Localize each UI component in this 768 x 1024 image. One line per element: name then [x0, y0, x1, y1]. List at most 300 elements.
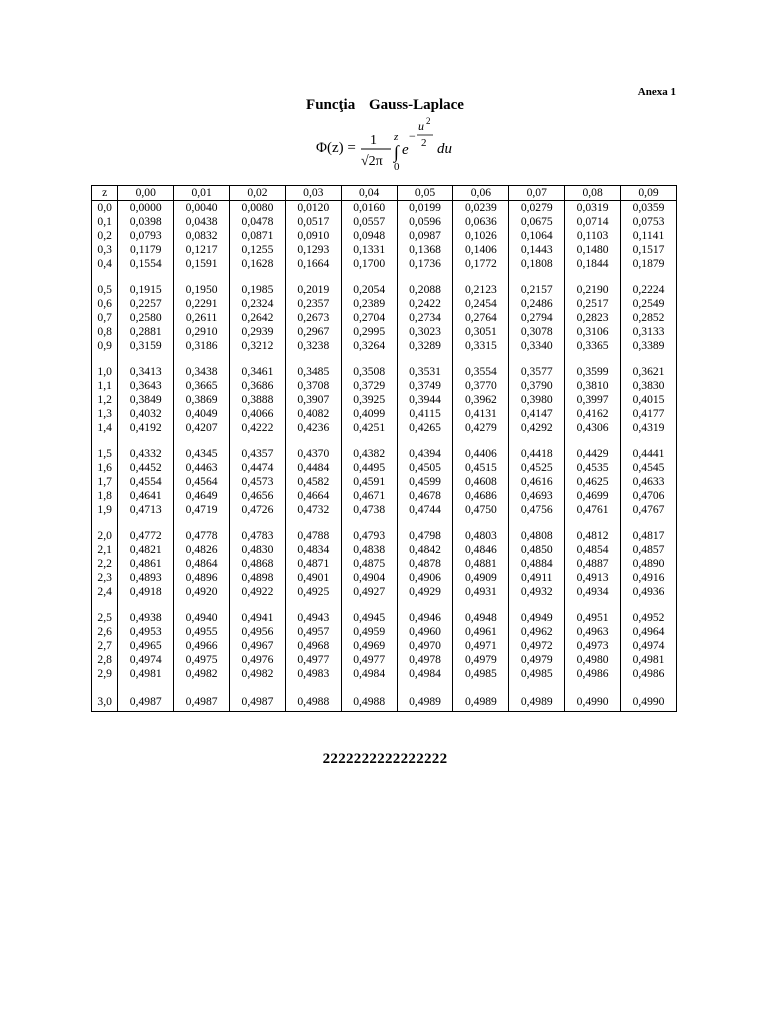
- phi-value-cell: 0,1517: [621, 243, 677, 257]
- phi-value-cell: 0,4525: [509, 461, 565, 475]
- phi-value-cell: 0,2967: [285, 325, 341, 339]
- phi-value-cell: 0,3729: [341, 379, 397, 393]
- phi-value-cell: 0,0319: [565, 201, 621, 216]
- phi-value-cell: 0,4988: [285, 693, 341, 712]
- phi-value-cell: 0,4826: [174, 543, 230, 557]
- phi-value-cell: 0,3389: [621, 339, 677, 353]
- phi-value-cell: 0,4599: [397, 475, 453, 489]
- gauss-laplace-formula: [0, 114, 768, 176]
- phi-value-cell: 0,4357: [230, 447, 286, 461]
- phi-value-cell: 0,4896: [174, 571, 230, 585]
- phi-value-cell: 0,3665: [174, 379, 230, 393]
- column-header: 0,03: [285, 186, 341, 201]
- phi-value-cell: 0,4974: [118, 653, 174, 667]
- phi-value-cell: 0,2257: [118, 297, 174, 311]
- table-row: [92, 653, 677, 667]
- column-header: 0,04: [341, 186, 397, 201]
- spacer-cell: [230, 599, 286, 611]
- table-row: [92, 447, 677, 461]
- formula-du: du: [437, 141, 452, 157]
- phi-value-cell: 0,0478: [230, 215, 286, 229]
- formula-exp-sign: −: [409, 129, 416, 143]
- phi-value-cell: 0,1255: [230, 243, 286, 257]
- phi-value-cell: 0,4955: [174, 625, 230, 639]
- spacer-cell: [341, 681, 397, 693]
- phi-value-cell: 0,4983: [285, 667, 341, 681]
- phi-value-cell: 0,2939: [230, 325, 286, 339]
- spacer-cell: [397, 517, 453, 529]
- column-header: 0,01: [174, 186, 230, 201]
- phi-value-cell: 0,1103: [565, 229, 621, 243]
- phi-value-cell: 0,4971: [453, 639, 509, 653]
- phi-value-cell: 0,1664: [285, 257, 341, 271]
- table-row: [92, 585, 677, 599]
- table-row: [92, 625, 677, 639]
- phi-value-cell: 0,0398: [118, 215, 174, 229]
- phi-value-cell: 0,4984: [341, 667, 397, 681]
- table-row: [92, 475, 677, 489]
- phi-value-cell: 0,4846: [453, 543, 509, 557]
- phi-value-cell: 0,4871: [285, 557, 341, 571]
- phi-value-cell: 0,4177: [621, 407, 677, 421]
- phi-value-cell: 0,2910: [174, 325, 230, 339]
- phi-value-cell: 0,4940: [174, 611, 230, 625]
- table-row: [92, 325, 677, 339]
- phi-value-cell: 0,4545: [621, 461, 677, 475]
- table-row: [92, 365, 677, 379]
- phi-value-cell: 0,1331: [341, 243, 397, 257]
- phi-value-cell: 0,2019: [285, 283, 341, 297]
- phi-value-cell: 0,1179: [118, 243, 174, 257]
- phi-value-cell: 0,4987: [174, 693, 230, 712]
- phi-value-cell: 0,1064: [509, 229, 565, 243]
- phi-value-cell: 0,4474: [230, 461, 286, 475]
- phi-value-cell: 0,2611: [174, 311, 230, 325]
- phi-value-cell: 0,3438: [174, 365, 230, 379]
- phi-value-cell: 0,3643: [118, 379, 174, 393]
- spacer-cell: [565, 271, 621, 283]
- spacer-cell: [118, 435, 174, 447]
- phi-value-cell: 0,4535: [565, 461, 621, 475]
- phi-value-cell: 0,4192: [118, 421, 174, 435]
- phi-value-cell: 0,3810: [565, 379, 621, 393]
- phi-value-cell: 0,3849: [118, 393, 174, 407]
- phi-value-cell: 0,4901: [285, 571, 341, 585]
- phi-value-cell: 0,4868: [230, 557, 286, 571]
- phi-value-cell: 0,4956: [230, 625, 286, 639]
- table-row: [92, 243, 677, 257]
- phi-value-cell: 0,4463: [174, 461, 230, 475]
- spacer-cell: [341, 271, 397, 283]
- spacer-cell: [230, 435, 286, 447]
- phi-value-cell: 0,3554: [453, 365, 509, 379]
- phi-value-cell: 0,4641: [118, 489, 174, 503]
- phi-value-cell: 0,4505: [397, 461, 453, 475]
- group-spacer-row: [92, 271, 677, 283]
- phi-value-cell: 0,3531: [397, 365, 453, 379]
- phi-value-cell: 0,4959: [341, 625, 397, 639]
- phi-value-cell: 0,4821: [118, 543, 174, 557]
- phi-value-cell: 0,3830: [621, 379, 677, 393]
- spacer-cell: [174, 599, 230, 611]
- z-value-cell: 1,9: [92, 503, 118, 517]
- table-row: [92, 461, 677, 475]
- phi-value-cell: 0,2704: [341, 311, 397, 325]
- phi-value-cell: 0,4394: [397, 447, 453, 461]
- phi-value-cell: 0,2823: [565, 311, 621, 325]
- phi-value-cell: 0,4946: [397, 611, 453, 625]
- gauss-laplace-table: [91, 185, 677, 712]
- phi-value-cell: 0,4948: [453, 611, 509, 625]
- phi-value-cell: 0,4988: [341, 693, 397, 712]
- phi-value-cell: 0,4909: [453, 571, 509, 585]
- phi-value-cell: 0,4985: [453, 667, 509, 681]
- phi-value-cell: 0,4989: [397, 693, 453, 712]
- footer-text: 2222222222222222: [322, 751, 448, 767]
- phi-value-cell: 0,1950: [174, 283, 230, 297]
- phi-value-cell: 0,1915: [118, 283, 174, 297]
- table-row: [92, 571, 677, 585]
- spacer-cell: [118, 599, 174, 611]
- spacer-cell: [453, 271, 509, 283]
- spacer-cell: [174, 271, 230, 283]
- phi-value-cell: 0,4429: [565, 447, 621, 461]
- table-body: [92, 201, 677, 712]
- phi-value-cell: 0,0596: [397, 215, 453, 229]
- phi-value-cell: 0,4864: [174, 557, 230, 571]
- phi-value-cell: 0,4222: [230, 421, 286, 435]
- phi-value-cell: 0,3508: [341, 365, 397, 379]
- phi-value-cell: 0,2123: [453, 283, 509, 297]
- phi-value-cell: 0,4406: [453, 447, 509, 461]
- phi-value-cell: 0,3980: [509, 393, 565, 407]
- phi-value-cell: 0,4941: [230, 611, 286, 625]
- phi-value-cell: 0,4951: [565, 611, 621, 625]
- phi-value-cell: 0,3159: [118, 339, 174, 353]
- spacer-cell: [621, 435, 677, 447]
- phi-value-cell: 0,4976: [230, 653, 286, 667]
- phi-value-cell: 0,4778: [174, 529, 230, 543]
- phi-value-cell: 0,3264: [341, 339, 397, 353]
- phi-value-cell: 0,4812: [565, 529, 621, 543]
- spacer-cell: [92, 435, 118, 447]
- phi-value-cell: 0,4986: [565, 667, 621, 681]
- phi-value-cell: 0,4265: [397, 421, 453, 435]
- spacer-cell: [92, 271, 118, 283]
- phi-value-cell: 0,4441: [621, 447, 677, 461]
- phi-value-cell: 0,1141: [621, 229, 677, 243]
- spacer-cell: [397, 681, 453, 693]
- formula-base-e: e: [402, 142, 409, 158]
- phi-value-cell: 0,1293: [285, 243, 341, 257]
- table-row: [92, 379, 677, 393]
- phi-value-cell: 0,2673: [285, 311, 341, 325]
- phi-value-cell: 0,4115: [397, 407, 453, 421]
- spacer-cell: [285, 599, 341, 611]
- phi-value-cell: 0,3749: [397, 379, 453, 393]
- phi-value-cell: 0,4772: [118, 529, 174, 543]
- z-value-cell: 2,2: [92, 557, 118, 571]
- z-value-cell: 2,8: [92, 653, 118, 667]
- phi-value-cell: 0,4986: [621, 667, 677, 681]
- phi-value-cell: 0,4850: [509, 543, 565, 557]
- phi-value-cell: 0,1808: [509, 257, 565, 271]
- phi-value-cell: 0,0871: [230, 229, 286, 243]
- spacer-cell: [509, 517, 565, 529]
- phi-value-cell: 0,4015: [621, 393, 677, 407]
- spacer-cell: [397, 599, 453, 611]
- phi-value-cell: 0,4767: [621, 503, 677, 517]
- spacer-cell: [565, 599, 621, 611]
- spacer-cell: [230, 353, 286, 365]
- phi-value-cell: 0,4963: [565, 625, 621, 639]
- phi-value-cell: 0,1480: [565, 243, 621, 257]
- phi-value-cell: 0,3413: [118, 365, 174, 379]
- spacer-cell: [453, 681, 509, 693]
- spacer-cell: [453, 517, 509, 529]
- phi-value-cell: 0,3790: [509, 379, 565, 393]
- phi-value-cell: 0,3577: [509, 365, 565, 379]
- column-header: 0,09: [621, 186, 677, 201]
- group-spacer-row: [92, 599, 677, 611]
- phi-value-cell: 0,4925: [285, 585, 341, 599]
- z-value-cell: 0,7: [92, 311, 118, 325]
- table-row: [92, 543, 677, 557]
- column-header: 0,02: [230, 186, 286, 201]
- table-row: [92, 529, 677, 543]
- phi-value-cell: 0,3212: [230, 339, 286, 353]
- phi-value-cell: 0,4649: [174, 489, 230, 503]
- phi-value-cell: 0,4987: [230, 693, 286, 712]
- phi-value-cell: 0,0000: [118, 201, 174, 216]
- phi-value-cell: 0,4966: [174, 639, 230, 653]
- phi-value-cell: 0,4382: [341, 447, 397, 461]
- phi-value-cell: 0,0120: [285, 201, 341, 216]
- column-header: 0,06: [453, 186, 509, 201]
- phi-value-cell: 0,4929: [397, 585, 453, 599]
- phi-value-cell: 0,4671: [341, 489, 397, 503]
- spacer-cell: [341, 517, 397, 529]
- phi-value-cell: 0,3708: [285, 379, 341, 393]
- annex-label: Anexa 1: [637, 86, 676, 98]
- phi-value-cell: 0,2291: [174, 297, 230, 311]
- phi-value-cell: 0,4980: [565, 653, 621, 667]
- spacer-cell: [397, 353, 453, 365]
- phi-value-cell: 0,0438: [174, 215, 230, 229]
- column-header: 0,05: [397, 186, 453, 201]
- phi-value-cell: 0,3186: [174, 339, 230, 353]
- title-word-gauss-laplace: Gauss-Laplace: [368, 97, 464, 113]
- phi-value-cell: 0,4582: [285, 475, 341, 489]
- phi-value-cell: 0,1591: [174, 257, 230, 271]
- spacer-cell: [174, 353, 230, 365]
- phi-value-cell: 0,4969: [341, 639, 397, 653]
- spacer-cell: [621, 353, 677, 365]
- phi-value-cell: 0,4960: [397, 625, 453, 639]
- phi-value-cell: 0,4554: [118, 475, 174, 489]
- phi-value-cell: 0,4706: [621, 489, 677, 503]
- phi-value-cell: 0,3023: [397, 325, 453, 339]
- phi-value-cell: 0,4332: [118, 447, 174, 461]
- spacer-cell: [92, 517, 118, 529]
- group-spacer-row: [92, 517, 677, 529]
- phi-value-cell: 0,4936: [621, 585, 677, 599]
- phi-value-cell: 0,4957: [285, 625, 341, 639]
- phi-value-cell: 0,4279: [453, 421, 509, 435]
- phi-value-cell: 0,2549: [621, 297, 677, 311]
- phi-value-cell: 0,4732: [285, 503, 341, 517]
- phi-value-cell: 0,4834: [285, 543, 341, 557]
- z-value-cell: 1,1: [92, 379, 118, 393]
- column-header: z: [92, 186, 118, 201]
- phi-value-cell: 0,4808: [509, 529, 565, 543]
- formula-lhs: Φ(z) =: [316, 140, 356, 156]
- phi-value-cell: 0,2224: [621, 283, 677, 297]
- z-value-cell: 1,7: [92, 475, 118, 489]
- phi-value-cell: 0,4934: [565, 585, 621, 599]
- phi-value-cell: 0,2642: [230, 311, 286, 325]
- phi-value-cell: 0,4049: [174, 407, 230, 421]
- phi-value-cell: 0,3340: [509, 339, 565, 353]
- z-value-cell: 2,3: [92, 571, 118, 585]
- table-row: [92, 201, 677, 216]
- z-value-cell: 0,9: [92, 339, 118, 353]
- phi-value-cell: 0,4890: [621, 557, 677, 571]
- table-row: [92, 215, 677, 229]
- phi-value-cell: 0,4761: [565, 503, 621, 517]
- phi-value-cell: 0,3962: [453, 393, 509, 407]
- phi-value-cell: 0,4938: [118, 611, 174, 625]
- phi-value-cell: 0,0753: [621, 215, 677, 229]
- phi-value-cell: 0,4484: [285, 461, 341, 475]
- formula-lower-limit: 0: [394, 161, 400, 173]
- phi-value-cell: 0,4236: [285, 421, 341, 435]
- phi-value-cell: 0,4793: [341, 529, 397, 543]
- phi-value-cell: 0,4967: [230, 639, 286, 653]
- phi-value-cell: 0,2157: [509, 283, 565, 297]
- phi-value-cell: 0,3289: [397, 339, 453, 353]
- z-value-cell: 1,0: [92, 365, 118, 379]
- phi-value-cell: 0,3770: [453, 379, 509, 393]
- phi-value-cell: 0,4738: [341, 503, 397, 517]
- phi-value-cell: 0,3907: [285, 393, 341, 407]
- phi-value-cell: 0,2389: [341, 297, 397, 311]
- phi-value-cell: 0,2054: [341, 283, 397, 297]
- phi-value-cell: 0,0279: [509, 201, 565, 216]
- phi-value-cell: 0,4875: [341, 557, 397, 571]
- phi-value-cell: 0,2764: [453, 311, 509, 325]
- spacer-cell: [565, 681, 621, 693]
- phi-value-cell: 0,1026: [453, 229, 509, 243]
- phi-value-cell: 0,2422: [397, 297, 453, 311]
- phi-value-cell: 0,0160: [341, 201, 397, 216]
- phi-value-cell: 0,4979: [453, 653, 509, 667]
- phi-value-cell: 0,0636: [453, 215, 509, 229]
- phi-value-cell: 0,4916: [621, 571, 677, 585]
- phi-value-cell: 0,4977: [285, 653, 341, 667]
- phi-value-cell: 0,4162: [565, 407, 621, 421]
- phi-value-cell: 0,4887: [565, 557, 621, 571]
- phi-value-cell: 0,4854: [565, 543, 621, 557]
- phi-value-cell: 0,3078: [509, 325, 565, 339]
- phi-value-cell: 0,4990: [621, 693, 677, 712]
- phi-value-cell: 0,3944: [397, 393, 453, 407]
- phi-value-cell: 0,4147: [509, 407, 565, 421]
- group-spacer-row: [92, 353, 677, 365]
- phi-value-cell: 0,4713: [118, 503, 174, 517]
- phi-value-cell: 0,0080: [230, 201, 286, 216]
- table-row: [92, 311, 677, 325]
- phi-value-cell: 0,0675: [509, 215, 565, 229]
- phi-value-cell: 0,4977: [341, 653, 397, 667]
- z-value-cell: 1,6: [92, 461, 118, 475]
- phi-value-cell: 0,0910: [285, 229, 341, 243]
- spacer-cell: [509, 271, 565, 283]
- phi-value-cell: 0,2454: [453, 297, 509, 311]
- spacer-cell: [92, 599, 118, 611]
- spacer-cell: [92, 681, 118, 693]
- phi-value-cell: 0,4699: [565, 489, 621, 503]
- phi-value-cell: 0,1628: [230, 257, 286, 271]
- phi-value-cell: 0,1772: [453, 257, 509, 271]
- table-row: [92, 421, 677, 435]
- spacer-cell: [230, 517, 286, 529]
- phi-value-cell: 0,1985: [230, 283, 286, 297]
- phi-value-cell: 0,0832: [174, 229, 230, 243]
- phi-value-cell: 0,1844: [565, 257, 621, 271]
- spacer-cell: [509, 599, 565, 611]
- phi-value-cell: 0,4913: [565, 571, 621, 585]
- phi-value-cell: 0,0557: [341, 215, 397, 229]
- phi-value-cell: 0,4788: [285, 529, 341, 543]
- phi-value-cell: 0,4616: [509, 475, 565, 489]
- z-value-cell: 1,4: [92, 421, 118, 435]
- table-row: [92, 283, 677, 297]
- phi-value-cell: 0,4898: [230, 571, 286, 585]
- phi-value-cell: 0,4927: [341, 585, 397, 599]
- phi-value-cell: 0,4861: [118, 557, 174, 571]
- phi-value-cell: 0,4920: [174, 585, 230, 599]
- phi-value-cell: 0,4911: [509, 571, 565, 585]
- spacer-cell: [118, 271, 174, 283]
- phi-value-cell: 0,4664: [285, 489, 341, 503]
- spacer-cell: [397, 271, 453, 283]
- phi-value-cell: 0,4987: [118, 693, 174, 712]
- z-value-cell: 2,0: [92, 529, 118, 543]
- z-value-cell: 3,0: [92, 693, 118, 712]
- phi-value-cell: 0,4984: [397, 667, 453, 681]
- phi-value-cell: 0,3461: [230, 365, 286, 379]
- phi-value-cell: 0,1368: [397, 243, 453, 257]
- formula-exp-denominator: 2: [421, 137, 427, 149]
- phi-value-cell: 0,4964: [621, 625, 677, 639]
- table-row: [92, 407, 677, 421]
- table-row: [92, 297, 677, 311]
- spacer-cell: [565, 353, 621, 365]
- spacer-cell: [509, 353, 565, 365]
- phi-value-cell: 0,4686: [453, 489, 509, 503]
- phi-value-cell: 0,4906: [397, 571, 453, 585]
- phi-value-cell: 0,4608: [453, 475, 509, 489]
- page-title: [200, 97, 570, 114]
- phi-value-cell: 0,4961: [453, 625, 509, 639]
- spacer-cell: [453, 435, 509, 447]
- formula-integral-sign: ∫: [394, 142, 399, 162]
- spacer-cell: [621, 271, 677, 283]
- phi-value-cell: 0,0199: [397, 201, 453, 216]
- phi-value-cell: 0,4719: [174, 503, 230, 517]
- phi-value-cell: 0,4678: [397, 489, 453, 503]
